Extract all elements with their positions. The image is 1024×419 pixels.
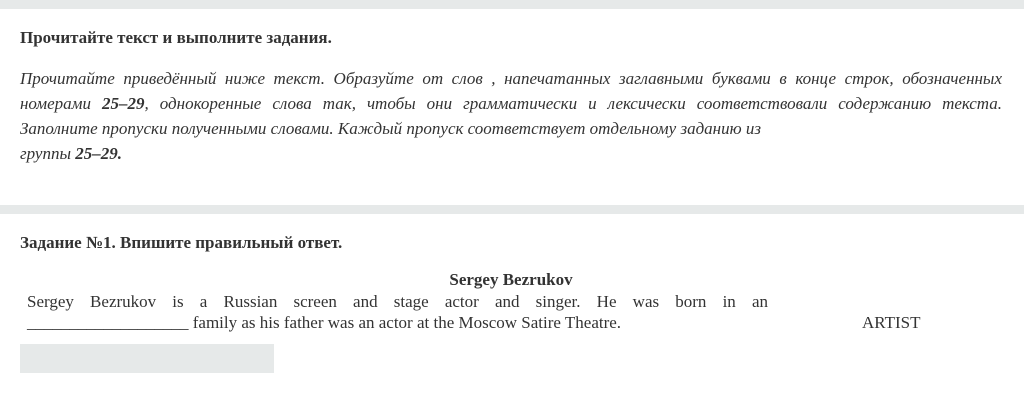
- instructions-text: [20, 66, 1002, 166]
- instructions-line-1: Прочитайте приведённый ниже текст. Образуйте от слов , напечатанных заглавными буквами в конце строк, обозначенных: [20, 69, 1002, 88]
- instructions-line-2: [20, 91, 1002, 116]
- passage-line-1: Sergey Bezrukov is a Russian screen and stage actor and singer. He was born in an: [27, 292, 768, 311]
- passage-line-2: [27, 312, 768, 333]
- instructions-line-4: [20, 141, 1002, 166]
- section-divider: [0, 205, 1024, 214]
- answer-input[interactable]: [20, 344, 274, 373]
- passage-line-2-rest: family as his father was an actor at the Moscow Satire Theatre.: [188, 313, 622, 332]
- task-range: 25–29: [102, 94, 145, 113]
- instructions-line-2-end: , однокоренные слова так, чтобы они грамматически и лексически соответствовали содержанию текста.: [144, 94, 1003, 113]
- gap-blank: ___________________: [27, 313, 189, 332]
- keyword: ARTIST: [862, 313, 921, 332]
- text-heading: Sergey Bezrukov: [449, 270, 573, 289]
- task-title: Задание №1. Впишите правильный ответ.: [20, 233, 343, 252]
- instructions-line-4-start: группы: [20, 144, 76, 163]
- passage: [27, 291, 768, 333]
- top-divider: [0, 0, 1024, 9]
- task-range-2: 25–29.: [75, 144, 122, 163]
- instructions-line-3: Заполните пропуски полученными словами. Каждый пропуск соответствует отдельному заданию из: [20, 119, 761, 138]
- instructions-line-2-start: номерами: [20, 94, 103, 113]
- instructions-title: Прочитайте текст и выполните задания.: [20, 28, 332, 47]
